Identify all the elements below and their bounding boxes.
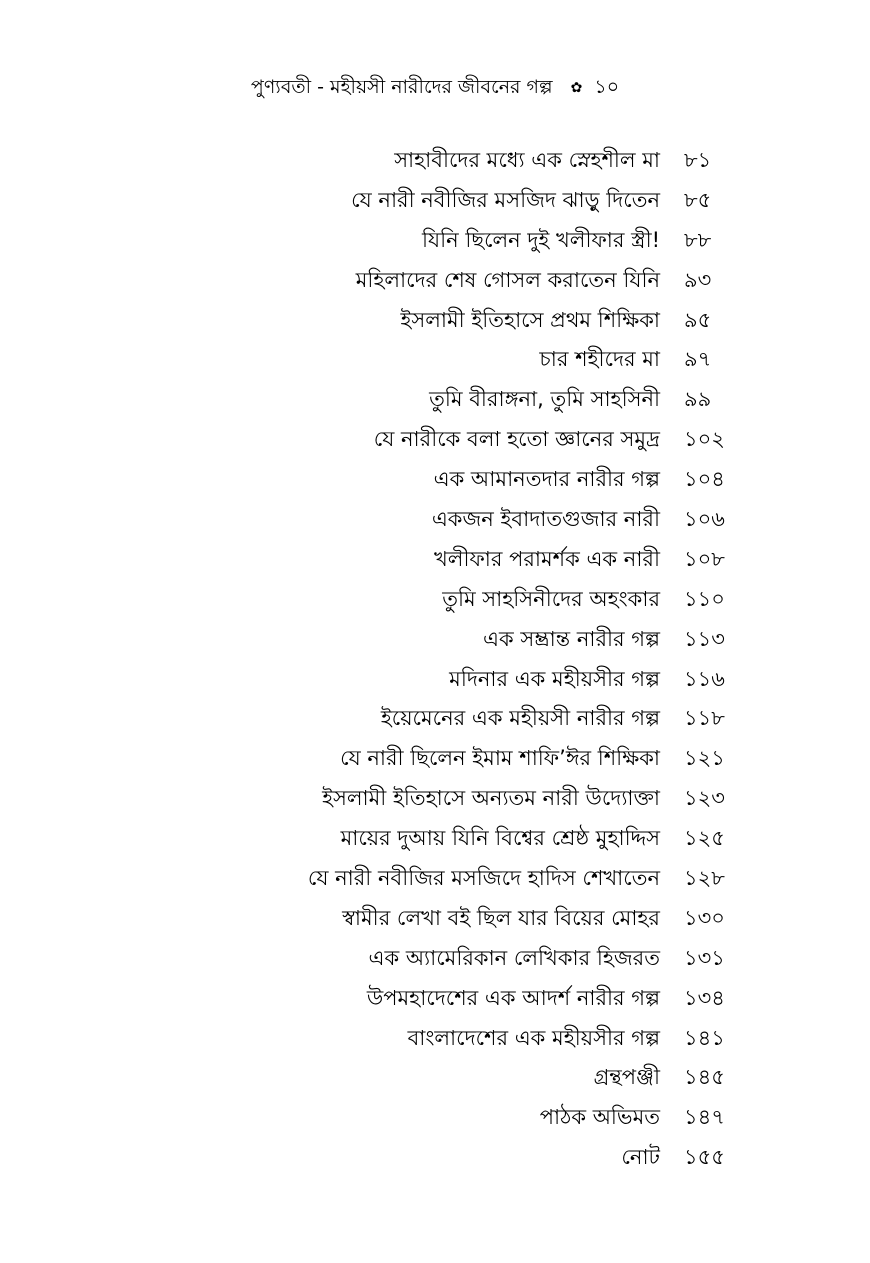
toc-entry-page: ১৪৭ (684, 1105, 725, 1130)
toc-entry-title: নোট (621, 1145, 660, 1170)
toc-entry-title: তুমি সাহসিনীদের অহংকার (442, 586, 660, 611)
toc-entry-page: ১৩১ (684, 945, 725, 970)
toc-entry-page: ১১৩ (684, 626, 725, 651)
toc-entry-page: ১২৫ (684, 826, 725, 851)
toc-entry-page: ১২৮ (684, 866, 725, 891)
toc-entry-page: ১০৬ (684, 507, 725, 532)
toc-entry (0, 659, 870, 699)
toc-entry-title: যিনি ছিলেন দুই খলীফার স্ত্রী! (422, 227, 660, 252)
toc-entry (0, 459, 870, 499)
toc-entry-page: ১৩০ (684, 905, 725, 930)
book-title: পুণ্যবতী - মহীয়সী নারীদের জীবনের গল্প (250, 76, 553, 98)
toc-entry-title: এক আমানতদার নারীর গল্প (433, 467, 660, 492)
toc-entry-title: উপমহাদেশের এক আদর্শ নারীর গল্প (366, 985, 660, 1010)
toc-entry (0, 938, 870, 978)
toc-entry-title: সাহাবীদের মধ্যে এক স্নেহশীল মা (394, 148, 660, 172)
toc-entry-page: ১৪১ (684, 1025, 725, 1050)
toc-entry-title: মহিলাদের শেষ গোসল করাতেন যিনি (355, 267, 660, 292)
toc-entry-page: ৯৫ (684, 307, 712, 332)
toc-entry-page: ১১০ (684, 586, 725, 611)
toc-entry-title: স্বামীর লেখা বই ছিল যার বিয়ের মোহর (342, 905, 660, 930)
toc-entry (0, 260, 870, 300)
toc-entry (0, 1137, 870, 1177)
toc-entry-page: ১১৬ (684, 666, 725, 691)
toc-entry (0, 339, 870, 379)
toc-entry-title: ইসলামী ইতিহাসে প্রথম শিক্ষিকা (400, 307, 660, 332)
toc-entry (0, 499, 870, 539)
toc-entry-title: এক অ্যামেরিকান লেখিকার হিজরত (368, 945, 660, 970)
toc-entry-title: ইয়েমেনের এক মহীয়সী নারীর গল্প (380, 706, 660, 731)
toc-entry-page: ১১৮ (684, 706, 725, 731)
toc-entry-title: যে নারী নবীজির মসজিদ ঝাড়ু দিতেন (351, 187, 660, 212)
toc-entry (0, 419, 870, 459)
toc-entry (0, 1057, 870, 1097)
toc-entry-page: ১২১ (684, 746, 725, 771)
toc-entry-title: ইসলামী ইতিহাসে অন্যতম নারী উদ্যোক্তা (322, 786, 660, 811)
toc-entry-page: ৯৩ (684, 267, 712, 292)
toc-entry (0, 898, 870, 938)
toc-entry (0, 1097, 870, 1137)
toc-entry-page: ৮১ (684, 148, 712, 172)
toc-entry-page: ১২৩ (684, 786, 725, 811)
toc-entry (0, 698, 870, 738)
table-of-contents (0, 140, 870, 1177)
toc-entry-title: গ্রন্থপঞ্জী (593, 1065, 660, 1090)
toc-entry-page: ৯৯ (684, 387, 712, 412)
toc-entry-page: ৯৭ (684, 347, 712, 372)
toc-entry (0, 778, 870, 818)
toc-entry (0, 300, 870, 340)
toc-entry-page: ৮৮ (684, 227, 712, 252)
toc-entry-title: যে নারী ছিলেন ইমাম শাফি’ঈর শিক্ষিকা (340, 746, 660, 771)
toc-entry-title: এক সম্ভ্রান্ত নারীর গল্প (483, 626, 660, 651)
toc-entry (0, 858, 870, 898)
page-number: ১০ (594, 76, 620, 98)
toc-entry-page: ৮৫ (684, 187, 712, 212)
toc-entry-title: খলীফার পরামর্শক এক নারী (434, 546, 660, 571)
toc-entry (0, 539, 870, 579)
toc-entry-title: বাংলাদেশের এক মহীয়সীর গল্প (407, 1025, 660, 1050)
toc-entry-page: ১৪৫ (684, 1065, 725, 1090)
toc-entry (0, 180, 870, 220)
toc-entry-page: ১৩৪ (684, 985, 725, 1010)
running-header (0, 72, 870, 103)
toc-entry (0, 579, 870, 619)
toc-entry-title: যে নারীকে বলা হতো জ্ঞানের সমুদ্র (373, 427, 660, 452)
toc-entry-title: চার শহীদের মা (539, 347, 660, 372)
toc-entry-page: ১৫৫ (684, 1145, 725, 1170)
toc-entry-title: মদিনার এক মহীয়সীর গল্প (449, 666, 660, 691)
toc-entry (0, 220, 870, 260)
toc-entry (0, 140, 870, 180)
toc-entry-title: একজন ইবাদাতগুজার নারী (431, 507, 660, 532)
toc-entry-page: ১০৮ (684, 546, 725, 571)
flower-ornament-icon: ✿ (570, 79, 583, 96)
toc-entry-title: তুমি বীরাঙ্গনা, তুমি সাহসিনী (429, 387, 660, 412)
toc-entry-page: ১০৪ (684, 467, 725, 492)
toc-entry (0, 978, 870, 1018)
toc-entry-title: যে নারী নবীজির মসজিদে হাদিস শেখাতেন (307, 866, 660, 891)
toc-entry (0, 379, 870, 419)
toc-entry (0, 738, 870, 778)
toc-entry-title: পাঠক অভিমত (539, 1105, 660, 1130)
toc-entry-title: মায়ের দুআয় যিনি বিশ্বের শ্রেষ্ঠ মুহাদ্দিস (340, 826, 660, 851)
toc-entry-page: ১০২ (684, 427, 725, 452)
toc-entry (0, 619, 870, 659)
toc-entry (0, 818, 870, 858)
toc-entry (0, 1018, 870, 1058)
